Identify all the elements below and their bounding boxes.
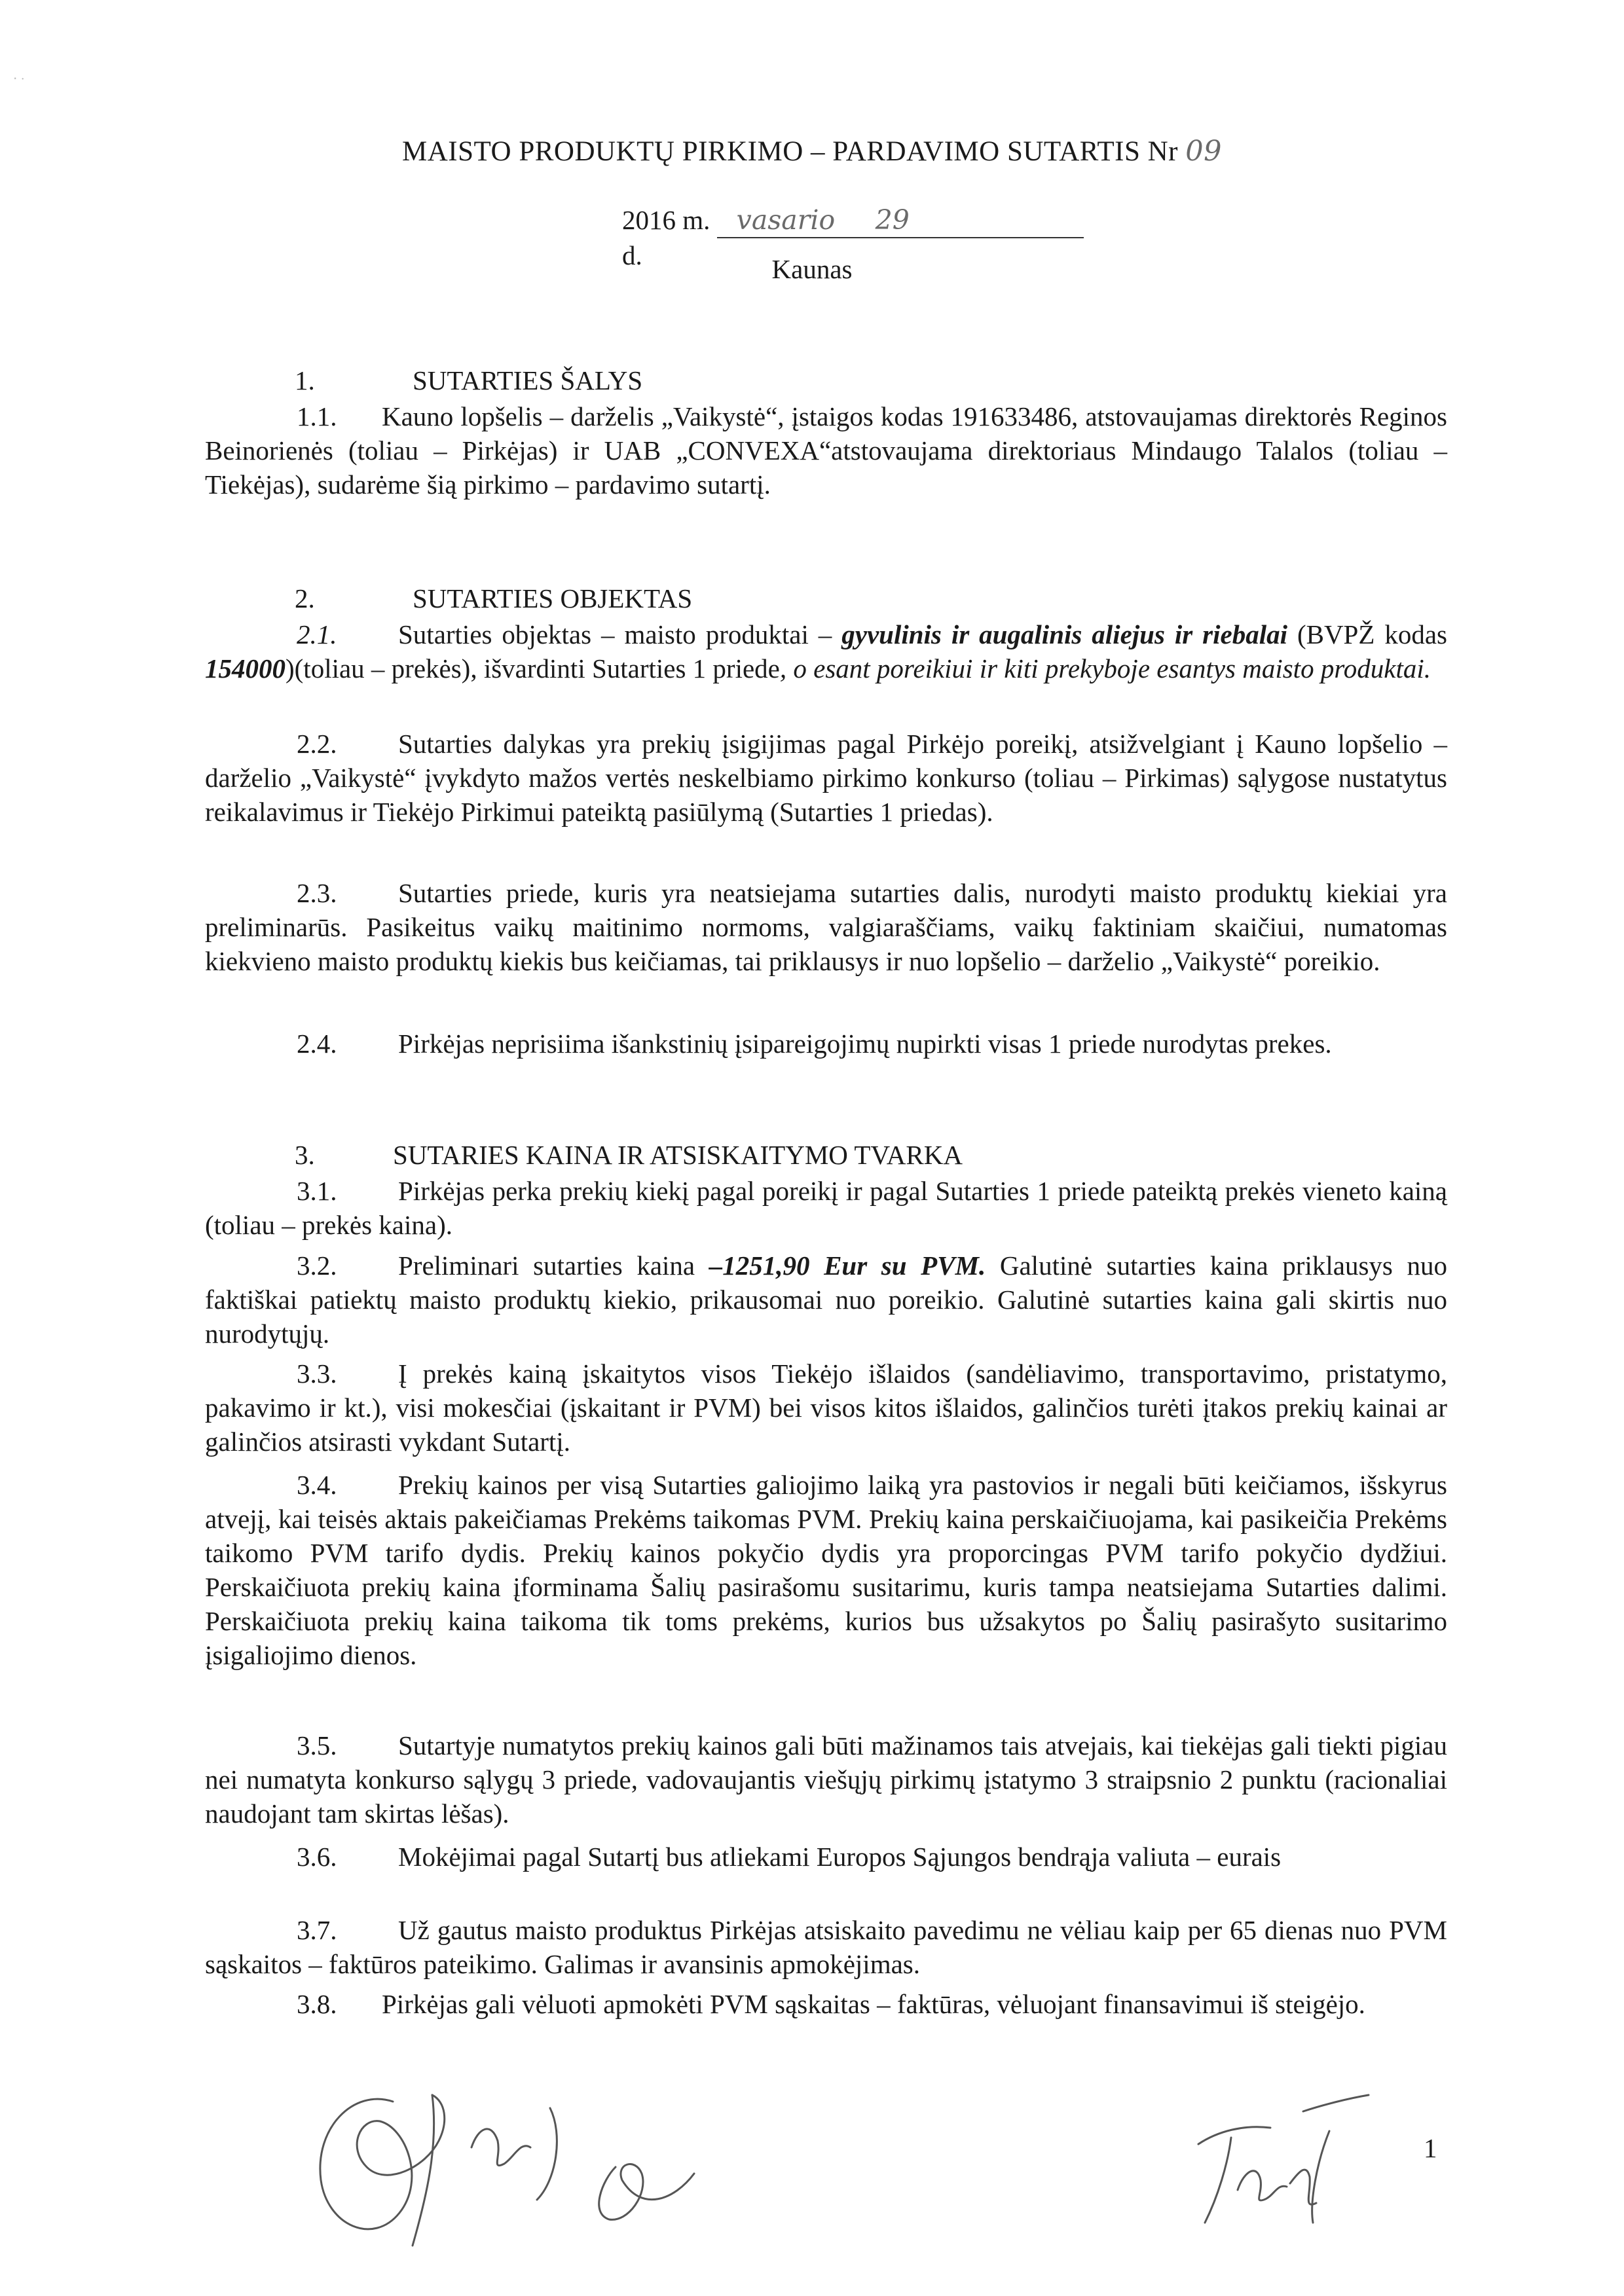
paragraph-text: Sutartyje numatytos prekių kainos gali būti mažinamos tais atvejais, kai tiekėjas gali tiekti pigiau nei numatyta konkurso sąlygų 3 priede, vadovaujantis viešųjų pirkimų įstatymo 3 straipsnio 2 punktu (racionaliai naudojant tam skirtas lėšas). [205,1730,1447,1829]
paragraph-text-f: , o esant poreikiui ir kiti prekyboje esantys maisto produktai. [779,653,1431,683]
city: Kaunas [771,254,853,284]
paragraph-number: 3.8. [297,1989,337,2019]
object-highlight: gyvulinis ir augalinis aliejus ir riebalai [841,619,1287,649]
paragraph-number: 3.2. [297,1250,337,1281]
date-day-handwritten: 29 [875,204,910,236]
paragraph-text: Mokėjimai pagal Sutartį bus atliekami Europos Sąjungos bendrąja valiuta – eurais [398,1842,1282,1872]
section-heading-1 [295,363,642,397]
section-number: 1. [295,365,315,395]
section-heading-3 [295,1138,963,1172]
date-blank [717,203,1084,238]
paragraph-3-3 [205,1357,1447,1459]
paragraph-text: Pirkėjas perka prekių kiekį pagal poreikį ir pagal Sutarties 1 priede pateiktą prekės vieneto kainą (toliau – prekės kaina). [205,1176,1447,1240]
paragraph-2-1 [205,617,1447,685]
paragraph-text-a: Preliminari sutarties kaina [398,1250,709,1281]
contract-number-handwritten: 09 [1185,135,1222,168]
paragraph-3-7 [205,1913,1447,1981]
paragraph-text-c: (BVPŽ kodas [1287,619,1448,649]
paragraph-number: 2.1. [297,619,337,649]
paragraph-number: 2.3. [297,878,337,908]
date-year: 2016 m. [622,205,710,235]
paragraph-text: Už gautus maisto produktus Pirkėjas atsiskaito pavedimu ne vėliau kaip per 65 dienas nuo PVM sąskaitos – faktūros pateikimo. Galimas ir avansinis apmokėjimas. [205,1915,1447,1979]
buyer-signature [275,2049,747,2265]
contract-price: –1251,90 Eur su PVM. [709,1250,986,1281]
paragraph-2-3 [205,876,1447,978]
date-month-handwritten: vasario [736,204,836,236]
document-title [0,134,1624,169]
paragraph-number: 3.6. [297,1842,337,1872]
section-title: SUTARTIES OBJEKTAS [413,583,693,613]
paragraph-text: Pirkėjas neprisiima išankstinių įsipareigojimų nupirkti visas 1 priede nurodytas prekes. [398,1029,1332,1059]
paragraph-text-a: Sutarties objektas – maisto produktai – [398,619,842,649]
paragraph-text: Sutarties dalykas yra prekių įsigijimas pagal Pirkėjo poreikį, atsižvelgiant į Kauno lopšelio – darželio „Vaikystė“ įvykdyto mažos vertės neskelbiamo pirkimo konkurso (toliau – Pirkimas) sąlygose nustatytus reikalavimus ir Tiekėjo Pirkimui pateiktą pasiūlymą (Sutarties 1 priedas). [205,729,1447,827]
paragraph-text-e: )(toliau – prekės), išvardinti Sutarties 1 priede [286,653,780,683]
section-number: 2. [295,583,315,613]
paragraph-3-5 [205,1728,1447,1831]
paragraph-3-2 [205,1248,1447,1351]
paragraph-number: 3.4. [297,1470,337,1500]
paragraph-3-4 [205,1468,1447,1672]
scan-margin-marks: ‧ · [13,72,26,86]
title-text: MAISTO PRODUKTŲ PIRKIMO – PARDAVIMO SUTARTIS Nr [402,136,1179,167]
bvpz-code: 154000 [205,653,286,683]
paragraph-3-6 [205,1840,1447,1874]
section-heading-2 [295,581,692,615]
paragraph-text: Kauno lopšelis – darželis „Vaikystė“, įstaigos kodas 191633486, atstovaujamas direktorės Reginos Beinorienės (toliau – Pirkėjas) ir UAB „CONVEXA“atstovaujama direktoriaus Mindaugo Talalos (toliau – Tiekėjas), sudarėme šią pirkimo – pardavimo sutartį. [205,401,1447,500]
paragraph-number: 3.1. [297,1176,337,1206]
paragraph-text-c: Galutinė sutarties kaina priklausys nuo faktiškai patiektų maisto produktų kiekio, prikausomai nuo poreikio. Galutinė sutarties kaina gali skirtis nuo nurodytųjų. [205,1250,1447,1349]
paragraph-3-8 [205,1987,1447,2021]
date-suffix: d. [622,240,642,270]
paragraph-number: 2.2. [297,729,337,759]
section-number: 3. [295,1140,315,1170]
paragraph-number: 3.7. [297,1915,337,1945]
supplier-signature [1172,2085,1388,2236]
paragraph-3-1 [205,1174,1447,1242]
paragraph-2-2 [205,727,1447,829]
paragraph-number: 3.5. [297,1730,337,1760]
paragraph-number: 3.3. [297,1358,337,1389]
paragraph-number: 2.4. [297,1029,337,1059]
paragraph-2-4 [205,1027,1447,1061]
section-title: SUTARIES KAINA IR ATSISKAITYMO TVARKA [393,1140,963,1170]
paragraph-1-1 [205,399,1447,501]
page-number: 1 [1424,2133,1437,2163]
paragraph-text: Pirkėjas gali vėluoti apmokėti PVM sąskaitas – faktūras, vėluojant finansavimui iš steigėjo. [382,1989,1365,2019]
paragraph-number: 1.1. [297,401,337,431]
paragraph-text: Į prekės kainą įskaitytos visos Tiekėjo išlaidos (sandėliavimo, transportavimo, pristatymo, pakavimo ir kt.), visi mokesčiai (įskaitant ir PVM) bei visos kitos išlaidos, galinčios turėti įtakos prekių kainai ar galinčios atsirasti vykdant Sutartį. [205,1358,1447,1457]
section-title: SUTARTIES ŠALYS [413,365,643,395]
paragraph-text: Sutarties priede, kuris yra neatsiejama sutarties dalis, nurodyti maisto produktų kiekiai yra preliminarūs. Pasikeitus vaikų maitinimo normoms, valgiaraščiams, vaikų faktiniam skaičiui, numatomas kiekvieno maisto produktų kiekis bus keičiamas, tai priklausys ir nuo lopšelio – darželio „Vaikystė“ poreikio. [205,878,1447,976]
paragraph-text: Prekių kainos per visą Sutarties galiojimo laiką yra pastovios ir negali būti keičiamos, išskyrus atvejį, kai teisės aktais pakeičiamas Prekėms taikomas PVM. Prekių kaina perskaičiuojama, kai pasikeičia Prekėms taikomo PVM tarifo dydis. Prekių kainos pokyčio dydis yra proporcingas PVM tarifo pokyčio dydžiui. Perskaičiuota prekių kaina įforminama Šalių pasirašomu susitarimu, kuris tampa neatsiejama Sutarties dalimi. Perskaičiuota prekių kaina taikoma tik toms prekėms, kurios bus užsakytos po Šalių pasirašyto susitarimo įsigaliojimo dienos. [205,1470,1447,1670]
